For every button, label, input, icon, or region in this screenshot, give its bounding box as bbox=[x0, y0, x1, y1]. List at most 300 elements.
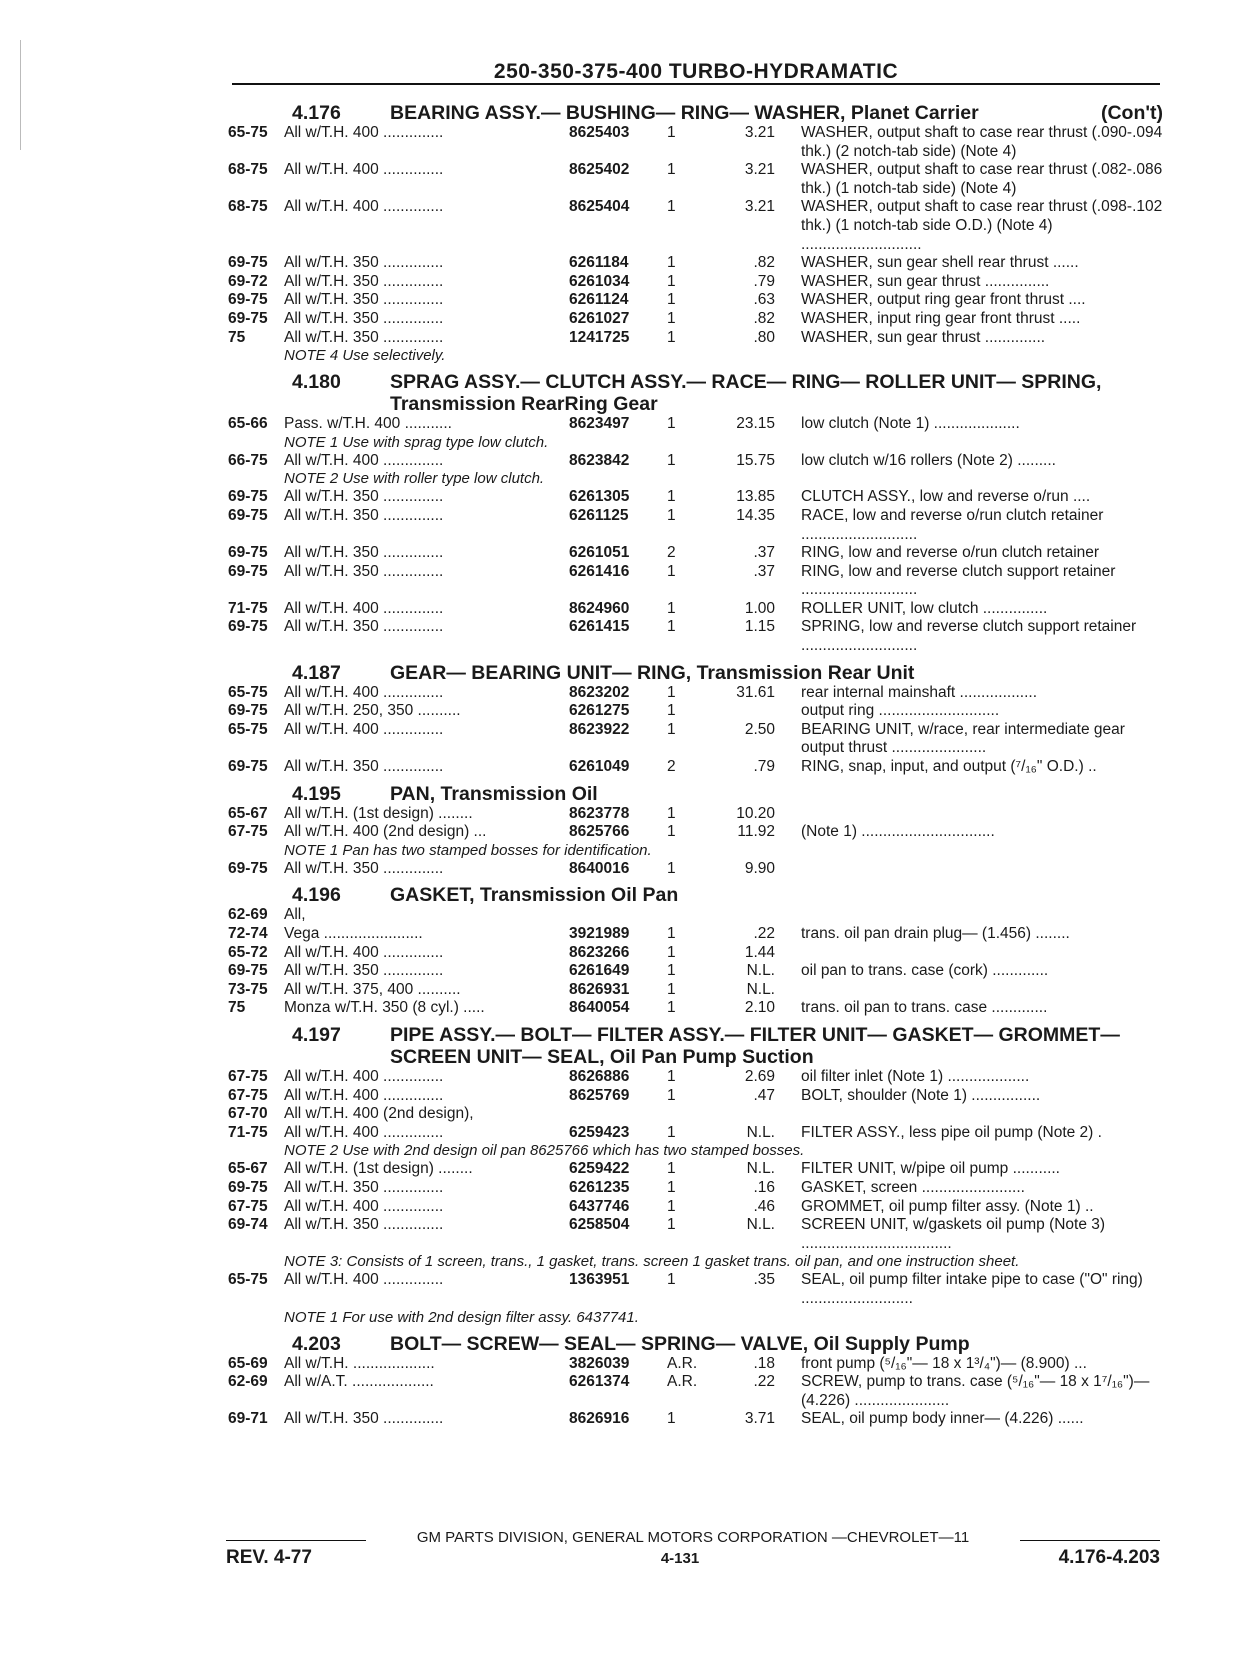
quantity: 1 bbox=[667, 328, 676, 346]
part-row bbox=[228, 161, 1163, 198]
application: All w/T.H. 400 .............. bbox=[284, 161, 444, 179]
quantity: 1 bbox=[667, 1410, 676, 1428]
part-number: 6261124 bbox=[569, 291, 629, 309]
part-number: 8625404 bbox=[569, 198, 630, 216]
part-row bbox=[228, 944, 1163, 963]
description: WASHER, sun gear thrust .............. bbox=[801, 328, 1046, 346]
part-row bbox=[228, 860, 1163, 879]
quantity: 1 bbox=[667, 1067, 676, 1085]
quantity: A.R. bbox=[667, 1354, 698, 1372]
section-heading: GASKET, Transmission Oil Pan bbox=[390, 884, 679, 907]
model-years: 65-69 bbox=[228, 1354, 268, 1372]
section-title bbox=[228, 1333, 1163, 1355]
description bbox=[801, 906, 1163, 925]
part-row bbox=[228, 452, 1163, 471]
description: rear internal mainshaft .................. bbox=[801, 683, 1038, 701]
description: GASKET, screen ........................ bbox=[801, 1178, 1025, 1196]
model-years: 65-72 bbox=[228, 943, 268, 961]
description: GROMMET, oil pump filter assy. (Note 1) .. bbox=[801, 1197, 1094, 1215]
part-number: 6261125 bbox=[569, 506, 629, 524]
application: All w/T.H. 350 .............. bbox=[284, 309, 444, 327]
model-years: 67-75 bbox=[228, 1067, 268, 1085]
part-row bbox=[228, 600, 1163, 619]
application: All w/A.T. ................... bbox=[284, 1373, 434, 1391]
part-number bbox=[569, 906, 667, 925]
model-years: 71-75 bbox=[228, 599, 268, 617]
quantity: 1 bbox=[667, 198, 676, 216]
footer-section-range: 4.176-4.203 bbox=[1058, 1547, 1160, 1568]
application: All w/T.H. 400 .............. bbox=[284, 1271, 444, 1289]
description: WASHER, sun gear thrust ............... bbox=[801, 272, 1050, 290]
part-number: 8624960 bbox=[569, 599, 630, 617]
description: WASHER, input ring gear front thrust ..... bbox=[801, 309, 1081, 327]
description: SPRING, low and reverse clutch support retainer ........................... bbox=[801, 618, 1137, 655]
price: 3.21 bbox=[744, 124, 775, 141]
part-row bbox=[228, 273, 1163, 292]
quantity: 1 bbox=[667, 859, 676, 877]
section-number: 4.187 bbox=[292, 661, 341, 684]
quantity: 1 bbox=[667, 1123, 676, 1141]
description: SEAL, oil pump filter intake pipe to case ("O" ring) .......................... bbox=[801, 1271, 1143, 1307]
header-rule bbox=[232, 83, 1160, 85]
price: .80 bbox=[753, 328, 775, 346]
application: All, bbox=[284, 906, 306, 924]
price: .16 bbox=[753, 1178, 775, 1196]
description: ROLLER UNIT, low clutch ............... bbox=[801, 599, 1048, 617]
model-years: 75 bbox=[228, 999, 246, 1017]
parts-list bbox=[228, 96, 1163, 1429]
application: All w/T.H. ................... bbox=[284, 1354, 435, 1372]
section-heading: BOLT— SCREW— SEAL— SPRING— VALVE, Oil Supply Pump bbox=[390, 1332, 970, 1355]
quantity bbox=[667, 906, 711, 925]
quantity: 1 bbox=[667, 1160, 676, 1178]
model-years: 67-75 bbox=[228, 1197, 268, 1215]
price: 1.00 bbox=[744, 599, 775, 617]
section-title bbox=[228, 371, 1163, 415]
description: RING, snap, input, and output (⁷/₁₆" O.D.) .. bbox=[801, 758, 1097, 776]
quantity: 2 bbox=[667, 544, 676, 562]
description: oil pan to trans. case (cork) ............. bbox=[801, 962, 1049, 980]
part-number: 6261374 bbox=[569, 1373, 630, 1391]
part-row bbox=[228, 702, 1163, 721]
part-number: 6261235 bbox=[569, 1178, 630, 1196]
price: N.L. bbox=[746, 980, 775, 998]
description: FILTER ASSY., less pipe oil pump (Note 2) . bbox=[801, 1123, 1102, 1141]
application: All w/T.H. 400 .............. bbox=[284, 1086, 444, 1104]
part-number: 8623202 bbox=[569, 683, 630, 701]
application: All w/T.H. (1st design) ........ bbox=[284, 1160, 473, 1178]
quantity: 1 bbox=[667, 980, 676, 998]
quantity: 1 bbox=[667, 124, 676, 141]
price: .46 bbox=[753, 1197, 775, 1215]
section-heading: SPRAG ASSY.— CLUTCH ASSY.— RACE— RING— ROLLER UNIT— SPRING, Transmission RearRing Gear bbox=[390, 371, 1102, 416]
part-number: 6261027 bbox=[569, 309, 630, 327]
footer-revision: REV. 4-77 bbox=[226, 1547, 312, 1568]
model-years: 69-75 bbox=[228, 562, 268, 580]
part-row bbox=[228, 758, 1163, 777]
footer-publisher: GM PARTS DIVISION, GENERAL MOTORS CORPORATION —CHEVROLET—11 bbox=[416, 1529, 970, 1546]
part-row bbox=[228, 507, 1163, 544]
description: WASHER, output shaft to case rear thrust (.090-.094 thk.) (2 notch-tab side) (Note 4) bbox=[801, 124, 1163, 160]
price: 1.15 bbox=[744, 618, 775, 636]
model-years: 65-75 bbox=[228, 1271, 268, 1289]
quantity: 1 bbox=[667, 1086, 676, 1104]
part-row bbox=[228, 1068, 1163, 1087]
description: CLUTCH ASSY., low and reverse o/run .... bbox=[801, 488, 1091, 506]
price: .63 bbox=[753, 291, 775, 309]
model-years: 69-75 bbox=[228, 1178, 268, 1196]
part-row bbox=[228, 415, 1163, 434]
description bbox=[801, 944, 1163, 963]
part-row bbox=[228, 1160, 1163, 1179]
quantity: 1 bbox=[667, 720, 676, 738]
application: All w/T.H. 400 .............. bbox=[284, 1067, 444, 1085]
note-text: NOTE 1 Use with sprag type low clutch. bbox=[284, 433, 549, 451]
section-heading: GEAR— BEARING UNIT— RING, Transmission Rear Unit bbox=[390, 661, 915, 684]
model-years: 65-67 bbox=[228, 804, 268, 822]
quantity: 1 bbox=[667, 415, 676, 433]
part-row bbox=[228, 254, 1163, 273]
application: Monza w/T.H. 350 (8 cyl.) ..... bbox=[284, 999, 485, 1017]
quantity: 1 bbox=[667, 562, 676, 580]
price: 1.44 bbox=[744, 943, 775, 961]
description: SEAL, oil pump body inner— (4.226) ...... bbox=[801, 1410, 1084, 1428]
application: All w/T.H. 400 (2nd design), bbox=[284, 1105, 474, 1123]
note-text: NOTE 2 Use with roller type low clutch. bbox=[284, 470, 545, 488]
description: WASHER, output shaft to case rear thrust (.098-.102 thk.) (1 notch-tab side O.D.) (Note 4) ............................ bbox=[801, 198, 1163, 253]
quantity: 1 bbox=[667, 702, 676, 720]
part-number: 8626931 bbox=[569, 980, 630, 998]
price bbox=[711, 702, 775, 721]
model-years: 62-69 bbox=[228, 1373, 268, 1391]
quantity: 1 bbox=[667, 291, 676, 309]
description: FILTER UNIT, w/pipe oil pump ........... bbox=[801, 1160, 1060, 1178]
quantity: 1 bbox=[667, 999, 676, 1017]
model-years: 69-75 bbox=[228, 859, 268, 877]
model-years: 69-72 bbox=[228, 272, 268, 290]
price: N.L. bbox=[746, 962, 775, 980]
section-number: 4.176 bbox=[292, 102, 341, 124]
model-years: 69-75 bbox=[228, 488, 268, 506]
model-years: 69-71 bbox=[228, 1410, 268, 1428]
quantity: 1 bbox=[667, 943, 676, 961]
part-row bbox=[228, 981, 1163, 1000]
quantity: A.R. bbox=[667, 1373, 698, 1391]
quantity: 1 bbox=[667, 599, 676, 617]
quantity: 1 bbox=[667, 1197, 676, 1215]
part-number: 6259423 bbox=[569, 1123, 630, 1141]
price: 14.35 bbox=[736, 506, 775, 524]
description bbox=[801, 981, 1163, 1000]
quantity: 1 bbox=[667, 823, 676, 841]
description: RACE, low and reverse o/run clutch retainer ........................... bbox=[801, 506, 1104, 543]
margin-line bbox=[20, 40, 21, 150]
description: output ring ............................ bbox=[801, 702, 1000, 720]
part-number: 6437746 bbox=[569, 1197, 630, 1215]
description: oil filter inlet (Note 1) ................... bbox=[801, 1067, 1030, 1085]
model-years: 65-75 bbox=[228, 683, 268, 701]
application: Vega ....................... bbox=[284, 925, 423, 942]
price: 2.10 bbox=[744, 999, 775, 1017]
part-number: 6258504 bbox=[569, 1216, 630, 1234]
part-row bbox=[228, 823, 1163, 842]
application: All w/T.H. 350 .............. bbox=[284, 1216, 444, 1234]
description: front pump (⁵/₁₆"— 18 x 1³/₄")— (8.900) ... bbox=[801, 1354, 1087, 1372]
part-number: 8625769 bbox=[569, 1086, 630, 1104]
application: All w/T.H. 400 (2nd design) ... bbox=[284, 823, 487, 841]
application: All w/T.H. 350 .............. bbox=[284, 1178, 444, 1196]
part-number: 8623266 bbox=[569, 943, 630, 961]
part-row bbox=[228, 563, 1163, 600]
part-number: 6261416 bbox=[569, 562, 630, 580]
quantity: 1 bbox=[667, 804, 676, 822]
section-heading: PAN, Transmission Oil bbox=[390, 782, 598, 805]
model-years: 65-75 bbox=[228, 124, 268, 141]
part-row bbox=[228, 329, 1163, 348]
description: trans. oil pan to trans. case ............. bbox=[801, 999, 1048, 1017]
description bbox=[801, 805, 1163, 824]
quantity: 1 bbox=[667, 272, 676, 290]
part-row bbox=[228, 124, 1163, 161]
application: All w/T.H. 375, 400 .......... bbox=[284, 980, 461, 998]
part-row bbox=[228, 1124, 1163, 1143]
model-years: 69-74 bbox=[228, 1216, 268, 1234]
part-row bbox=[228, 1410, 1163, 1429]
price: 31.61 bbox=[736, 683, 775, 701]
part-row bbox=[228, 684, 1163, 703]
application: All w/T.H. 400 .............. bbox=[284, 943, 444, 961]
quantity: 1 bbox=[667, 962, 676, 980]
application: All w/T.H. 350 .............. bbox=[284, 328, 444, 346]
price: 3.21 bbox=[744, 161, 775, 179]
model-years: 68-75 bbox=[228, 198, 268, 216]
part-number: 6261649 bbox=[569, 962, 630, 980]
part-row bbox=[228, 1087, 1163, 1106]
part-number: 6261184 bbox=[569, 254, 629, 272]
description: RING, low and reverse o/run clutch retainer bbox=[801, 544, 1100, 562]
price: 9.90 bbox=[744, 859, 775, 877]
application: All w/T.H. 350 .............. bbox=[284, 618, 444, 636]
note-text: NOTE 3: Consists of 1 screen, trans., 1 gasket, trans. screen 1 gasket trans. oil pan, and one instruction sheet. bbox=[284, 1253, 1020, 1271]
part-number: 8623497 bbox=[569, 415, 630, 433]
price: 15.75 bbox=[736, 451, 775, 469]
description: BOLT, shoulder (Note 1) ................ bbox=[801, 1086, 1041, 1104]
note-text: NOTE 1 For use with 2nd design filter assy. 6437741. bbox=[284, 1308, 639, 1326]
application: All w/T.H. 350 .............. bbox=[284, 544, 444, 562]
application: Pass. w/T.H. 400 ........... bbox=[284, 415, 452, 433]
part-number: 8623842 bbox=[569, 451, 630, 469]
description: trans. oil pan drain plug— (1.456) ........ bbox=[801, 925, 1070, 942]
model-years: 66-75 bbox=[228, 451, 268, 469]
price: .22 bbox=[753, 1373, 775, 1391]
quantity: 2 bbox=[667, 758, 676, 776]
section-title bbox=[228, 783, 1163, 805]
price: N.L. bbox=[746, 1160, 775, 1178]
part-number: 8623922 bbox=[569, 720, 630, 738]
model-years: 69-75 bbox=[228, 506, 268, 524]
section-heading: PIPE ASSY.— BOLT— FILTER ASSY.— FILTER UNIT— GASKET— GROMMET— SCREEN UNIT— SEAL, Oil Pan Pump Suction bbox=[390, 1023, 1120, 1068]
part-number: 6261275 bbox=[569, 702, 630, 720]
model-years: 75 bbox=[228, 328, 246, 346]
price: 3.71 bbox=[744, 1410, 775, 1428]
note-text: NOTE 2 Use with 2nd design oil pan 8625766 which has two stamped bosses. bbox=[284, 1142, 805, 1160]
price: 10.20 bbox=[736, 804, 775, 822]
quantity: 1 bbox=[667, 925, 676, 942]
quantity: 1 bbox=[667, 309, 676, 327]
model-years: 67-70 bbox=[228, 1105, 268, 1123]
description: BEARING UNIT, w/race, rear intermediate gear output thrust ...................... bbox=[801, 720, 1125, 757]
application: All w/T.H. 400 .............. bbox=[284, 1197, 444, 1215]
application: All w/T.H. 350 .............. bbox=[284, 254, 444, 272]
model-years: 69-75 bbox=[228, 962, 268, 980]
application: All w/T.H. 350 .............. bbox=[284, 488, 444, 506]
price: 2.69 bbox=[744, 1067, 775, 1085]
description: WASHER, sun gear shell rear thrust ...... bbox=[801, 254, 1079, 272]
model-years: 69-75 bbox=[228, 702, 268, 720]
part-row bbox=[228, 544, 1163, 563]
quantity: 1 bbox=[667, 1178, 676, 1196]
description: SCREW, pump to trans. case (⁵/₁₆"— 18 x 1⁷/₁₆")— (4.226) ...................... bbox=[801, 1373, 1150, 1409]
description: low clutch (Note 1) .................... bbox=[801, 415, 1020, 433]
section-number: 4.197 bbox=[292, 1023, 341, 1046]
model-years: 67-75 bbox=[228, 823, 268, 841]
part-number: 8640016 bbox=[569, 859, 630, 877]
part-row bbox=[228, 310, 1163, 329]
model-years: 69-75 bbox=[228, 758, 268, 776]
model-years: 71-75 bbox=[228, 1123, 268, 1141]
quantity: 1 bbox=[667, 451, 676, 469]
price: .22 bbox=[753, 925, 775, 942]
part-row bbox=[228, 1271, 1163, 1308]
model-years: 65-66 bbox=[228, 415, 268, 433]
price: .82 bbox=[753, 309, 775, 327]
quantity: 1 bbox=[667, 254, 676, 272]
price: .35 bbox=[753, 1271, 775, 1289]
description: RING, low and reverse clutch support retainer ........................... bbox=[801, 562, 1116, 599]
section-number: 4.195 bbox=[292, 782, 341, 805]
footer-page-number: 4-131 bbox=[660, 1550, 700, 1567]
application: All w/T.H. (1st design) ........ bbox=[284, 804, 473, 822]
part-row bbox=[228, 1179, 1163, 1198]
description: low clutch w/16 rollers (Note 2) ......... bbox=[801, 451, 1056, 469]
application: All w/T.H. 350 .............. bbox=[284, 562, 444, 580]
model-years: 69-75 bbox=[228, 309, 268, 327]
price: .37 bbox=[753, 562, 775, 580]
quantity: 1 bbox=[667, 506, 676, 524]
price: 13.85 bbox=[736, 488, 775, 506]
application: All w/T.H. 400 .............. bbox=[284, 683, 444, 701]
price: 3.21 bbox=[744, 198, 775, 216]
application: All w/T.H. 350 .............. bbox=[284, 859, 444, 877]
part-number: 3826039 bbox=[569, 1354, 630, 1372]
part-number: 8626886 bbox=[569, 1067, 630, 1085]
part-row bbox=[228, 1373, 1163, 1410]
model-years: 65-75 bbox=[228, 720, 268, 738]
model-years: 65-67 bbox=[228, 1160, 268, 1178]
section-title bbox=[228, 102, 1163, 124]
note-text: NOTE 4 Use selectively. bbox=[284, 347, 446, 365]
price: N.L. bbox=[746, 1123, 775, 1141]
quantity: 1 bbox=[667, 618, 676, 636]
model-years: 68-75 bbox=[228, 161, 268, 179]
part-row bbox=[228, 925, 1163, 944]
model-years: 67-75 bbox=[228, 1086, 268, 1104]
price bbox=[711, 906, 775, 925]
quantity: 1 bbox=[667, 1216, 676, 1234]
part-number: 6261415 bbox=[569, 618, 630, 636]
description bbox=[801, 860, 1163, 879]
note-text: NOTE 1 Pan has two stamped bosses for identification. bbox=[284, 841, 652, 859]
description: SCREEN UNIT, w/gaskets oil pump (Note 3) ................................... bbox=[801, 1216, 1106, 1252]
part-number: 3921989 bbox=[569, 925, 630, 942]
description: (Note 1) ............................... bbox=[801, 823, 995, 841]
application: All w/T.H. 350 .............. bbox=[284, 291, 444, 309]
application: All w/T.H. 350 .............. bbox=[284, 1410, 444, 1428]
price: N.L. bbox=[746, 1216, 775, 1234]
part-number: 8623778 bbox=[569, 804, 630, 822]
application: All w/T.H. 350 .............. bbox=[284, 962, 444, 980]
part-number bbox=[569, 1105, 667, 1124]
part-row bbox=[228, 999, 1163, 1018]
application: All w/T.H. 400 .............. bbox=[284, 599, 444, 617]
section-title bbox=[228, 1024, 1163, 1068]
part-number: 8640054 bbox=[569, 999, 630, 1017]
part-number: 6261305 bbox=[569, 488, 630, 506]
part-row bbox=[228, 906, 1163, 925]
price: .37 bbox=[753, 544, 775, 562]
description bbox=[801, 1105, 1163, 1124]
application: All w/T.H. 400 .............. bbox=[284, 720, 444, 738]
part-row bbox=[228, 1216, 1163, 1253]
part-number: 8625403 bbox=[569, 124, 630, 141]
section-title bbox=[228, 884, 1163, 906]
part-number: 6261034 bbox=[569, 272, 630, 290]
part-row bbox=[228, 291, 1163, 310]
application: All w/T.H. 400 .............. bbox=[284, 124, 444, 141]
price: 23.15 bbox=[736, 415, 775, 433]
price: 2.50 bbox=[744, 720, 775, 738]
quantity bbox=[667, 1105, 711, 1124]
quantity: 1 bbox=[667, 488, 676, 506]
price: .82 bbox=[753, 254, 775, 272]
application: All w/T.H. 350 .............. bbox=[284, 272, 444, 290]
description: WASHER, output shaft to case rear thrust (.082-.086 thk.) (1 notch-tab side) (Note 4) bbox=[801, 161, 1163, 197]
part-number: 6261051 bbox=[569, 544, 630, 562]
part-number: 6261049 bbox=[569, 758, 630, 776]
price: .47 bbox=[753, 1086, 775, 1104]
part-row bbox=[228, 618, 1163, 655]
part-row bbox=[228, 1355, 1163, 1374]
quantity: 1 bbox=[667, 1271, 676, 1289]
section-title bbox=[228, 662, 1163, 684]
quantity: 1 bbox=[667, 683, 676, 701]
model-years: 69-75 bbox=[228, 254, 268, 272]
application: All w/T.H. 400 .............. bbox=[284, 451, 444, 469]
application: All w/T.H. 400 .............. bbox=[284, 198, 444, 216]
application: All w/T.H. 350 .............. bbox=[284, 506, 444, 524]
part-number: 8626916 bbox=[569, 1410, 630, 1428]
price: .79 bbox=[753, 272, 775, 290]
section-number: 4.180 bbox=[292, 371, 341, 394]
model-years: 69-75 bbox=[228, 544, 268, 562]
part-row bbox=[228, 962, 1163, 981]
description: WASHER, output ring gear front thrust .... bbox=[801, 291, 1086, 309]
application: All w/T.H. 250, 350 .......... bbox=[284, 702, 461, 720]
price: .18 bbox=[753, 1354, 775, 1372]
part-number: 1363951 bbox=[569, 1271, 630, 1289]
part-row bbox=[228, 1198, 1163, 1217]
section-continued: (Con't) bbox=[1100, 102, 1163, 124]
